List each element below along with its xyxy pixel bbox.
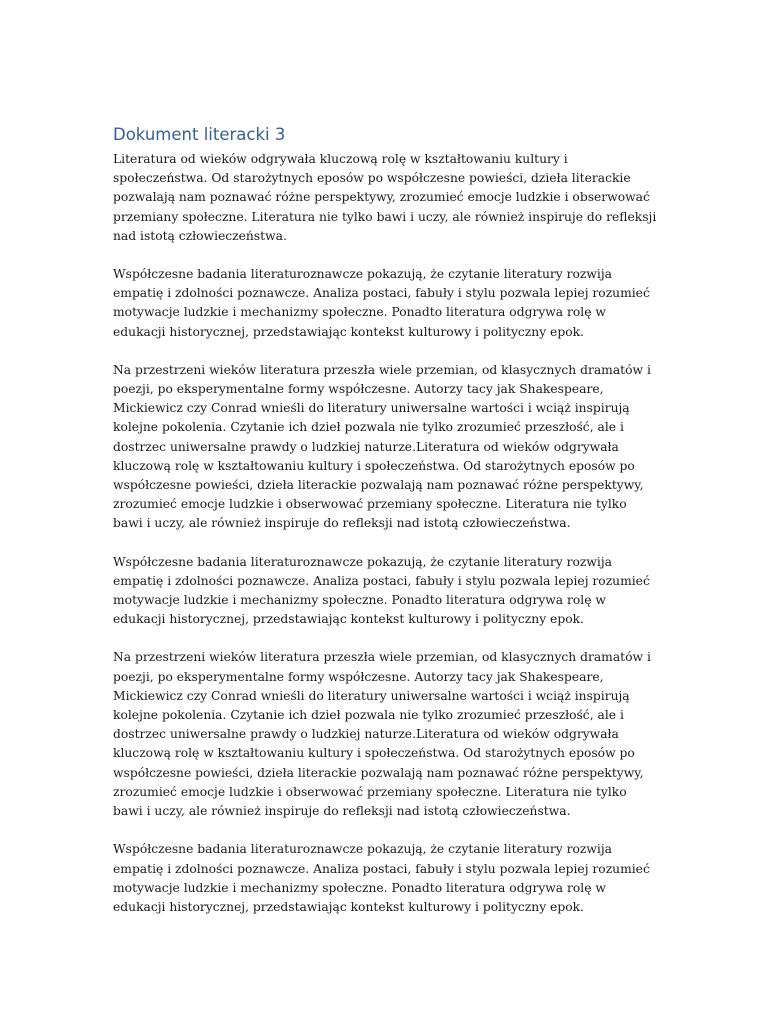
paragraph-3: Na przestrzeni wieków literatura przeszła wiele przemian, od klasycznych dramatów i poezji, po eksperymentalne formy współczesne. Autorzy tacy jak Shakespeare, Mickiewicz czy Conrad wnieśli do literatury uniwersalne wartości i wciąż inspirują kolejne pokolenia. Czytanie ich dzieł pozwala nie tylko zrozumieć przeszłość, ale i dostrzec uniwersalne prawdy o ludzkiej naturze.Literatura od wieków odgrywała kluczową rolę w kształtowaniu kultury i społeczeństwa. Od starożytnych eposów po współczesne powieści, dzieła literackie pozwalają nam poznawać różne perspektywy, zrozumieć emocje ludzkie i obserwować przemiany społeczne. Literatura nie tylko bawi i uczy, ale również inspiruje do refleksji nad istotą człowieczeństwa. <box>113 362 651 531</box>
document-title: Dokument literacki 3 <box>113 125 286 144</box>
paragraph-5: Na przestrzeni wieków literatura przeszła wiele przemian, od klasycznych dramatów i poezji, po eksperymentalne formy współczesne. Autorzy tacy jak Shakespeare, Mickiewicz czy Conrad wnieśli do literatury uniwersalne wartości i wciąż inspirują kolejne pokolenia. Czytanie ich dzieł pozwala nie tylko zrozumieć przeszłość, ale i dostrzec uniwersalne prawdy o ludzkiej naturze.Literatura od wieków odgrywała kluczową rolę w kształtowaniu kultury i społeczeństwa. Od starożytnych eposów po współczesne powieści, dzieła literackie pozwalają nam poznawać różne perspektywy, zrozumieć emocje ludzkie i obserwować przemiany społeczne. Literatura nie tylko bawi i uczy, ale również inspiruje do refleksji nad istotą człowieczeństwa. <box>113 650 651 819</box>
paragraph-1: Literatura od wieków odgrywała kluczową rolę w kształtowaniu kultury i społeczeństwa. Od starożytnych eposów po współczesne powieści, dzieła literackie pozwalają nam poznawać różne perspektywy, zrozumieć emocje ludzkie i obserwować przemiany społeczne. Literatura nie tylko bawi i uczy, ale również inspiruje do refleksji nad istotą człowieczeństwa. <box>113 152 657 243</box>
document-body <box>113 122 658 936</box>
paragraph-6: Współczesne badania literaturoznawcze pokazują, że czytanie literatury rozwija empatię i zdolności poznawcze. Analiza postaci, fabuły i stylu pozwala lepiej rozumieć motywacje ludzkie i mechanizmy społeczne. Ponadto literatura odgrywa rolę w edukacji historycznej, przedstawiając kontekst kulturowy i polityczny epok. <box>113 842 650 914</box>
paragraph-4: Współczesne badania literaturoznawcze pokazują, że czytanie literatury rozwija empatię i zdolności poznawcze. Analiza postaci, fabuły i stylu pozwala lepiej rozumieć motywacje ludzkie i mechanizmy społeczne. Ponadto literatura odgrywa rolę w edukacji historycznej, przedstawiając kontekst kulturowy i polityczny epok. <box>113 554 650 627</box>
paragraph-2: Współczesne badania literaturoznawcze pokazują, że czytanie literatury rozwija empatię i zdolności poznawcze. Analiza postaci, fabuły i stylu pozwala lepiej rozumieć motywacje ludzkie i mechanizmy społeczne. Ponadto literatura odgrywa rolę w edukacji historycznej, przedstawiając kontekst kulturowy i polityczny epok. <box>113 267 650 339</box>
